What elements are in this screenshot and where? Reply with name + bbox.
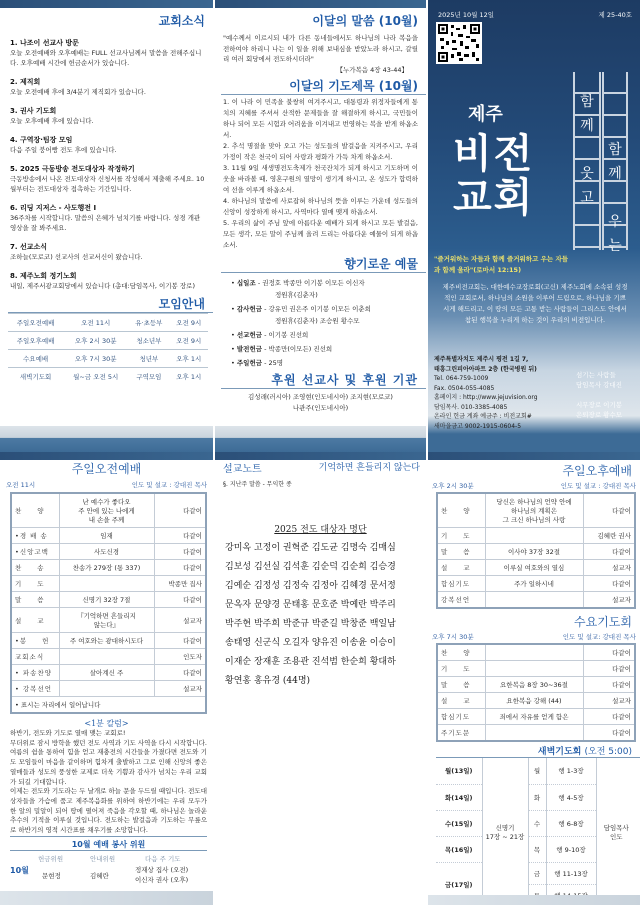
- order-person: 다같이: [154, 665, 206, 681]
- offering-names: 이기봉 진선희: [268, 331, 309, 339]
- news-item-body: 다음 주일 붕어빵 전도 후에 있습니다.: [10, 146, 117, 154]
- staff-label: 섬기는 사람들: [576, 371, 616, 379]
- pm-service-table: [436, 492, 636, 609]
- address-line: 태흥그린피아아파트 2층 (한국병원 뒤): [434, 365, 537, 373]
- order-person: 다같이: [583, 725, 635, 742]
- news-item-heading: 4. 구역장·팀장 모임: [10, 136, 73, 144]
- news-list: [0, 38, 213, 291]
- order-person: 다같이: [154, 493, 206, 528]
- ladder-graphic: [573, 72, 628, 254]
- service-time: 오전 11시: [6, 481, 36, 489]
- order-item: 말 씀: [437, 544, 485, 560]
- order-content: [485, 644, 583, 661]
- meeting-cell: 오후 7시 30분: [63, 350, 128, 368]
- ladder-char: 함: [608, 142, 622, 158]
- offering-names: 강유민 권은주 이기봉 이모든 이춘희: [268, 305, 371, 313]
- news-item-body: 오늘 오후예배 후에 있습니다.: [10, 117, 94, 125]
- dawn-day: 수(15일): [436, 810, 482, 836]
- meeting-cell: 새벽기도회: [8, 368, 63, 386]
- dawn-leader: [596, 758, 636, 905]
- cover-title-line: 비전: [453, 131, 535, 177]
- order-person: 다같이: [583, 493, 635, 528]
- meetings-title: 모임안내: [8, 295, 213, 313]
- offering-names: 박종만(이모든) 진선희: [268, 345, 333, 353]
- order-row: [437, 661, 635, 677]
- wed-service-table: [436, 643, 636, 742]
- dawn-day: 금(17일): [436, 862, 482, 905]
- order-item: 기 도: [437, 661, 485, 677]
- order-person: 설교자: [154, 681, 206, 697]
- order-item: 합심기도: [437, 709, 485, 725]
- order-row: [437, 677, 635, 693]
- offering-item: • 주일헌금 - 25명: [231, 359, 284, 367]
- dawn-passage: [482, 758, 528, 905]
- column-paragraph: 무더위로 잠시 방학을 했던 전도 사역과 기도 사역을 다시 시작합니다. 여름의 쉼을 통하여 힘을 얻고 재충전의 시간들을 가졌다면 전도와 기도 모임들이 마음을 같이하며 힘차게 출발하고 그로 인해 신앙의 좋은 열매들과 성도의 풍성한 교제로 더욱 기쁨과 감사가 넘치는 우리 교회가 되길 기대합니다.: [10, 738, 207, 786]
- order-person: 다같이: [583, 709, 635, 725]
- offering-type: 주일헌금: [236, 359, 263, 367]
- servants-header: 헌금위원: [38, 854, 64, 863]
- dawn-title-text: 새벽기도회: [537, 747, 582, 757]
- service-time: 오후 7시 30분: [432, 633, 474, 641]
- sermon-note-label: 설교노트: [223, 464, 262, 475]
- staff-item: 시무장로 이기봉: [576, 401, 623, 409]
- news-item: [10, 242, 207, 262]
- service-leader: 인도 및 설교 : 강대진 목사: [560, 482, 636, 490]
- wed-service-subline: [428, 630, 640, 643]
- sermon-title: 기억하면 흔들리지 않는다: [318, 463, 420, 473]
- names-line: 강미옥 고정이 권혁준 김도균 김명숙 김매심: [225, 543, 396, 553]
- order-content: 임재: [59, 528, 154, 544]
- column-paragraph: 이제는 전도와 기도라는 두 날개로 하늘 문을 두드릴 때입니다. 전도대상자들을 가슴에 품고 제주복음화를 위하여 하반기에는 우리 모두가 한 알의 밀알이 되어 땅에 떨어져 죽음을 각오할 때, 하나님은 놀라운 추수의 기적을 이루실 것입니다. 전도하는 발걸음과 기도하는 무릎으로 하반기의 영적 시간표를 채우기를 소망합니다.: [10, 787, 207, 837]
- footer-band: [215, 426, 426, 452]
- order-item: 강복선언: [437, 592, 485, 609]
- staff-list: [576, 370, 622, 420]
- offering-title: 향기로운 예물: [221, 255, 426, 273]
- cover-verse: "즐거워하는 자들과 함께 즐거워하고 우는 자들과 함께 울라"(로마서 12:15): [434, 255, 569, 274]
- order-row: [11, 681, 206, 697]
- order-content: [59, 649, 154, 665]
- order-content: [485, 528, 583, 544]
- order-item: • 강복선언: [11, 681, 59, 697]
- issue-number: 제 25-40호: [598, 11, 632, 19]
- news-item: [10, 77, 207, 97]
- homepage-link[interactable]: 홈페이지 : http://www.jejuvision.org: [434, 394, 538, 401]
- order-content: [485, 661, 583, 677]
- order-row: [11, 528, 206, 544]
- pm-service-subline: [428, 479, 640, 492]
- order-item: 찬 송: [11, 560, 59, 576]
- order-row: [437, 644, 635, 661]
- prayer-item: 2. 추석 명절을 맞아 오고 가는 성도들의 발걸음을 지켜주시고, 우리 가정이 작은 천국이 되어 사랑과 평화가 가득 차게 하옵소서.: [223, 142, 418, 161]
- news-item-body: 36주차를 시작합니다. 말씀의 은혜가 넘치기를 바랍니다. 성경 개관 영상을 잘 봐주세요.: [10, 214, 201, 232]
- prayer-item: 1. 이 나라 이 민족을 불쌍히 여겨주시고, 대통령과 위정자들에게 통치의 지혜를 주셔서 산적한 문제들을 잘 해결하게 하시고, 국민들이 하나 되어 모든 시험과 어려움을 이겨내고 번영하는 복을 받게 하옵소서.: [223, 98, 418, 139]
- names-line: 황연홍 홍유경 (44명): [225, 676, 311, 686]
- servants-title: 10월 예배 봉사 위원: [10, 839, 207, 851]
- evangelism-title: 2025 전도 대상자 명단: [274, 525, 367, 535]
- names-line: 김보성 김선실 김석훈 김순덕 김순희 김승경: [225, 562, 396, 572]
- cover-title-main: [453, 132, 534, 220]
- ladder-char: 고: [580, 190, 594, 206]
- word-panel: [215, 0, 426, 452]
- dawn-title: [436, 744, 640, 758]
- names-line: 이재순 장재훈 조용관 진석범 한순희 황대하: [225, 657, 396, 667]
- meeting-cell: 유·초등부: [128, 314, 169, 332]
- news-panel: [0, 0, 213, 452]
- order-item: 주기도문: [437, 725, 485, 742]
- news-title: 교회소식: [158, 14, 205, 28]
- order-person: 다같이: [154, 528, 206, 544]
- ladder-char: [577, 138, 597, 162]
- order-content: 죄에서 자유를 얻게 함은: [485, 709, 583, 725]
- prayer-item: 5. 우리의 삶이 주님 앞에 아름다운 예배가 되게 하시고 모든 발걸음, 모든 생각, 모든 말이 주님께 올려 드리는 아름다운 예물이 되게 하옵소서.: [223, 219, 418, 249]
- column-title: <1분 칼럼>: [84, 719, 129, 728]
- evangelism-names: [215, 539, 426, 691]
- address-line: 제주특별자치도 제주시 평전 1길 7,: [434, 356, 529, 363]
- order-person: 다같이: [583, 677, 635, 693]
- next-prayer: 이신자 권사 (오후): [135, 875, 189, 884]
- sermon-note-panel: [215, 452, 426, 905]
- header-band: [0, 452, 213, 460]
- reading-passage: 행 6-8장: [546, 810, 596, 836]
- order-person: 김혜란 권사: [583, 528, 635, 544]
- prayer-title: 이달의 기도제목 (10월): [221, 77, 426, 95]
- news-item-body: 내일, 제주서광교회당에서 있습니다 (총대:담임목사, 이기봉 장로): [10, 282, 195, 290]
- dawn-day: 화(14일): [436, 784, 482, 810]
- ladder-char: 는: [608, 238, 622, 254]
- missionaries-title: 후원 선교사 및 후원 기관: [221, 371, 426, 389]
- names-line: 박주현 박주희 박준규 박준길 박창준 백일남: [225, 619, 396, 629]
- news-item-heading: 2. 제직회: [10, 78, 41, 86]
- news-item-body: 오늘 오전예배와 오후예배는 FULL 선교사님께서 말씀을 전해주십니다. 오후예배 시간에 헌금순서가 있습니다.: [10, 49, 202, 67]
- offering-servant: 문현정: [42, 871, 61, 880]
- dawn-leader-line: 담임목사: [603, 823, 629, 832]
- staff-item: 담임목사 강대진: [576, 381, 623, 389]
- order-content: [485, 725, 583, 742]
- offering-type: 십일조: [236, 279, 256, 287]
- dawn-day: 목(16일): [436, 836, 482, 862]
- qr-code-icon[interactable]: [436, 22, 482, 64]
- order-content: [59, 681, 154, 697]
- meeting-row: [8, 314, 208, 332]
- meeting-row: [8, 368, 208, 386]
- meeting-cell: 청소년부: [128, 332, 169, 350]
- dawn-day: 월(13일): [436, 758, 482, 784]
- meeting-cell: 오후 1시: [170, 368, 208, 386]
- news-item: [10, 38, 207, 68]
- offering-item: • 발전헌금 - 박종만(이모든) 진선희: [231, 345, 333, 353]
- order-row: [11, 649, 206, 665]
- order-row: [11, 493, 206, 528]
- order-item: • 파송찬양: [11, 665, 59, 681]
- header-band: [215, 0, 426, 8]
- order-item: •경 배 송: [11, 528, 59, 544]
- order-person: 다같이: [583, 661, 635, 677]
- meeting-cell: 오전 11시: [63, 314, 128, 332]
- reading-day: 금: [528, 862, 546, 884]
- order-content: 『기억하면 흔들리지 않는다』: [59, 608, 154, 633]
- reading-passage: 행 4-5장: [546, 784, 596, 810]
- meeting-cell: 주일오전예배: [8, 314, 63, 332]
- fax: Fax. 0504-055-4085: [434, 384, 495, 392]
- account-label: 온라인 헌금 계좌 예금주 : 비전교회#: [434, 413, 532, 420]
- order-row: [11, 665, 206, 681]
- ladder-char: [605, 186, 625, 210]
- order-content: 사도신경: [59, 544, 154, 560]
- order-row: [437, 528, 635, 544]
- dawn-chapters: 17장 ~ 21장: [485, 832, 525, 841]
- account-number: 새마을금고 9002-1915-0604-5: [434, 422, 522, 430]
- meeting-cell: 오전 9시: [170, 332, 208, 350]
- order-item: •봉 헌: [11, 633, 59, 649]
- header-band: [215, 452, 426, 460]
- news-item-body: 오늘 오전예배 후에 3/4분기 제직회가 있습니다.: [10, 88, 146, 96]
- offering-names: 정원휴(김춘자) 조승원 황수모: [275, 317, 360, 325]
- names-line: 문옥자 문양경 문태홍 문호준 박예란 박주리: [225, 600, 396, 610]
- news-item-heading: 1. 나조이 선교사 방문: [10, 39, 79, 47]
- news-item: [10, 106, 207, 126]
- order-row: [437, 709, 635, 725]
- order-content: 주 여호와는 광대하시도다: [59, 633, 154, 649]
- order-content: 난 예수가 좋다오 주 안에 있는 나에게 내 손을 주께: [59, 493, 154, 528]
- order-person: 다같이: [154, 592, 206, 608]
- order-content: 주가 일하시네: [485, 576, 583, 592]
- am-service-subline: [0, 477, 213, 492]
- reading-day: 수: [528, 810, 546, 836]
- order-content: 요한복음 8장 30~36절: [485, 677, 583, 693]
- vision-statement: 제주비전교회는, 대한예수교장로회(고신) 제주노회에 소속된 성경적인 교회로서, 하나님의 소원을 이루어 드림으로, 하나님을 기쁘시게 해드리고, 이 땅의 모든 고통 받는 사람들이 그리스도 안에서 참된 행복을 누리게 하는 것이 우리의 비전입니다.: [442, 283, 628, 324]
- order-item: 설 교: [437, 693, 485, 709]
- order-content: [485, 592, 583, 609]
- service-time: 오후 2시 30분: [432, 482, 474, 490]
- dawn-table: [436, 758, 636, 905]
- meeting-cell: 구역모임: [128, 368, 169, 386]
- order-item: 기 도: [437, 528, 485, 544]
- ladder-char: 께: [608, 166, 622, 182]
- prayer-list: [215, 95, 426, 251]
- reading-day: 월: [528, 758, 546, 784]
- order-row: [437, 576, 635, 592]
- dawn-time: (오전 5:00): [584, 747, 632, 757]
- offering-names: 권정호 박종만 이기봉 이모든 이신자: [262, 279, 365, 287]
- order-person: 설교자: [583, 693, 635, 709]
- reading-passage: 행 1-3장: [546, 758, 596, 784]
- order-item: 찬 양: [437, 644, 485, 661]
- news-item: [10, 164, 207, 194]
- order-content: 살아계신 주: [59, 665, 154, 681]
- tel: Tel. 064-759-1009: [434, 375, 489, 382]
- order-person: 다같이: [583, 544, 635, 560]
- meeting-row: [8, 332, 208, 350]
- footer-band: [0, 426, 213, 452]
- order-item: 찬 양: [11, 493, 59, 528]
- order-person: 설교자: [154, 608, 206, 633]
- ladder-char: [605, 114, 625, 138]
- meeting-cell: 주일오후예배: [8, 332, 63, 350]
- header-band: [428, 452, 640, 460]
- order-item: 말 씀: [437, 677, 485, 693]
- ladder-char: 께: [580, 118, 594, 134]
- offering-type: 선교헌금: [236, 331, 263, 339]
- offering-item: • 감사헌금 - 강유민 권은주 이기봉 이모든 이춘희 정원휴(김춘자) 조승원 황수모: [231, 303, 418, 327]
- am-service-table: [10, 492, 207, 714]
- order-row: [11, 560, 206, 576]
- missionaries-line: 나관주(인도네시아): [292, 404, 349, 412]
- dawn-leader-line: 인도: [609, 832, 623, 841]
- order-content: [59, 576, 154, 592]
- order-row: [11, 633, 206, 649]
- word-ref: 【누가복음 4장 43-44】: [336, 65, 408, 74]
- servants-month: 10월: [10, 865, 29, 875]
- offering-names: 정원휴(김춘자): [275, 291, 318, 299]
- offering-names: 25명: [268, 359, 284, 367]
- meeting-cell: 오후 2시 30분: [63, 332, 128, 350]
- order-person: 다같이: [154, 560, 206, 576]
- meeting-cell: 청년부: [128, 350, 169, 368]
- news-item-body: 극동방송에서 나온 전도대상자 신청서를 작성해서 제출해 주세요. 10월부터는 전도대상자 접촉하는 기간입니다.: [10, 175, 205, 193]
- cover-title-small: 제주: [468, 104, 503, 125]
- pm-service-panel: [428, 452, 640, 905]
- order-item: 말 씀: [11, 592, 59, 608]
- offering-list: [215, 273, 426, 369]
- footer-band: [0, 891, 213, 905]
- order-person: 설교자: [583, 592, 635, 609]
- wed-service-title: 수요기도회: [574, 615, 632, 629]
- cover-title-line: 교회: [453, 175, 535, 221]
- reading-passage: 행 9-10장: [546, 836, 596, 862]
- last-week-sermon: §. 지난주 말씀 - 무익한 종: [223, 481, 292, 488]
- service-leader: 인도 및 설교: 강대진 목사: [562, 633, 636, 641]
- order-person: 다같이: [583, 644, 635, 661]
- offering-type: 발전헌금: [236, 345, 263, 353]
- servants-table: [10, 851, 213, 887]
- meeting-cell: 오후 1시: [170, 350, 208, 368]
- news-item-heading: 3. 권사 기도회: [10, 107, 57, 115]
- order-item: •신앙고백: [11, 544, 59, 560]
- reading-day: 화: [528, 784, 546, 810]
- order-person: 다같이: [583, 576, 635, 592]
- meetings-table: [8, 313, 208, 385]
- order-row: [11, 592, 206, 608]
- order-row: [437, 493, 635, 528]
- am-service-title: 주일오전예배: [71, 462, 142, 476]
- reading-day: 목: [528, 836, 546, 862]
- order-row: [437, 560, 635, 576]
- staff-item: 은퇴장로 황수모: [576, 411, 623, 419]
- order-content: 당신은 하나님의 언약 안에 하나님의 계획은 그 크신 하나님의 사랑: [485, 493, 583, 528]
- order-row: [437, 592, 635, 609]
- news-item-heading: 8. 제주노회 정기노회: [10, 272, 77, 280]
- header-band: [0, 0, 213, 8]
- order-person: 인도자: [154, 649, 206, 665]
- offering-item: • 십일조 - 권정호 박종만 이기봉 이모든 이신자 정원휴(김춘자): [231, 277, 418, 301]
- offering-type: 감사헌금: [236, 305, 263, 313]
- order-item: 기 도: [11, 576, 59, 592]
- order-row: [437, 544, 635, 560]
- news-item-heading: 5. 2025 극동방송 전도대상자 작정하기: [10, 165, 135, 173]
- order-item: 합심기도: [437, 576, 485, 592]
- order-content: 신명기 32장 7절: [59, 592, 154, 608]
- order-item: 찬 양: [437, 493, 485, 528]
- meeting-cell: 오전 9시: [170, 314, 208, 332]
- order-content: 이루실 여호와의 열심: [485, 560, 583, 576]
- news-item-body: 조하늘(모로코) 선교사의 선교서신이 왔습니다.: [10, 253, 143, 261]
- column-body: [0, 729, 213, 837]
- meeting-row: [8, 350, 208, 368]
- usher-servant: 김혜란: [90, 871, 109, 880]
- ladder-char: 우: [608, 214, 622, 230]
- word-title: 이달의 말씀 (10월): [312, 14, 418, 28]
- next-prayer: 정재상 집사 (오전): [135, 865, 189, 874]
- order-person: 설교자: [583, 560, 635, 576]
- order-row: [11, 544, 206, 560]
- prayer-item: 3. 11월 9일 새생명전도축제가 천국잔치가 되게 하시고 기도하며 이웃을 바라볼 때, 영혼구원의 열망이 생기게 하시고, 온 성도가 합력하여 선을 이루게 하옵소서.: [223, 164, 418, 194]
- offering-item: • 선교헌금 - 이기봉 진선희: [231, 331, 309, 339]
- news-item: [10, 135, 207, 155]
- order-person: 다같이: [154, 633, 206, 649]
- dawn-book: 신명기: [495, 823, 515, 832]
- ladder-char: 함: [580, 94, 594, 110]
- meeting-cell: 월~금 오전 5시: [63, 368, 128, 386]
- order-person: 박종만 집사: [154, 576, 206, 592]
- news-item: [10, 271, 207, 291]
- church-contact: [434, 355, 574, 431]
- order-person: 다같이: [154, 544, 206, 560]
- word-text: "예수께서 이르시되 내가 다른 동네들에서도 하나님의 나라 복음을 전하여야 하리니 나는 이 일을 위해 보내심을 받았노라 하시고, 갈릴리 여러 회당에서 전도하시더라" 【누가복음 4장 43-44】: [223, 34, 418, 74]
- am-service-panel: [0, 452, 213, 905]
- news-item-heading: 6. 리딩 지저스 - 사도행전 I: [10, 204, 97, 212]
- missionaries-line: 김성래(러시아) 조영현(인도네시아) 조지현(모로코): [248, 393, 393, 401]
- order-row: [11, 576, 206, 592]
- ladder-char: [605, 90, 625, 114]
- order-item: 설 교: [11, 608, 59, 633]
- names-line: 김예순 김정성 김정숙 김정아 김혜경 문서정: [225, 581, 396, 591]
- order-item: 교회소식: [11, 649, 59, 665]
- news-item: [10, 203, 207, 233]
- order-item: 설 교: [437, 560, 485, 576]
- missionaries-list: [215, 392, 426, 414]
- pm-service-title: 주일오후예배: [562, 464, 632, 478]
- servants-header: 다음 주 기도: [145, 854, 181, 863]
- order-content: 요한복음 강해 (44): [485, 693, 583, 709]
- order-row: [437, 693, 635, 709]
- reading-passage: 행 11-13장: [546, 862, 596, 884]
- column-subtitle: 하반기, 전도와 기도로 열매 맺는 교회로!: [10, 729, 126, 737]
- names-line: 송태영 신군식 오길자 양유진 이송윤 이승이: [225, 638, 396, 648]
- service-leader: 인도 및 설교 : 강대진 목사: [131, 481, 207, 489]
- footer-band: [428, 895, 640, 905]
- order-content: 찬송가 279장 (통 337): [59, 560, 154, 576]
- cover-date: 2025년 10월 12일: [438, 11, 495, 19]
- dawn-row: [436, 758, 636, 784]
- pastor-phone: 담임목사. 010-3385-4085: [434, 403, 508, 411]
- news-item-heading: 7. 선교소식: [10, 243, 48, 251]
- order-row: [11, 608, 206, 633]
- meeting-cell: 수요예배: [8, 350, 63, 368]
- order-row: [437, 725, 635, 742]
- standing-note: • 표시는 자리에서 일어납니다: [11, 697, 206, 714]
- prayer-item: 4. 하나님의 말씀에 사로잡혀 하나님의 뜻을 이루는 가운데 성도들의 신앙이 성장하게 하시고, 사역마다 열매 맺게 하옵소서.: [223, 197, 418, 216]
- cover-panel: [428, 0, 640, 452]
- servants-header: 안내위원: [90, 854, 116, 863]
- ladder-char: 웃: [580, 166, 594, 182]
- order-content: 이사야 37장 32절: [485, 544, 583, 560]
